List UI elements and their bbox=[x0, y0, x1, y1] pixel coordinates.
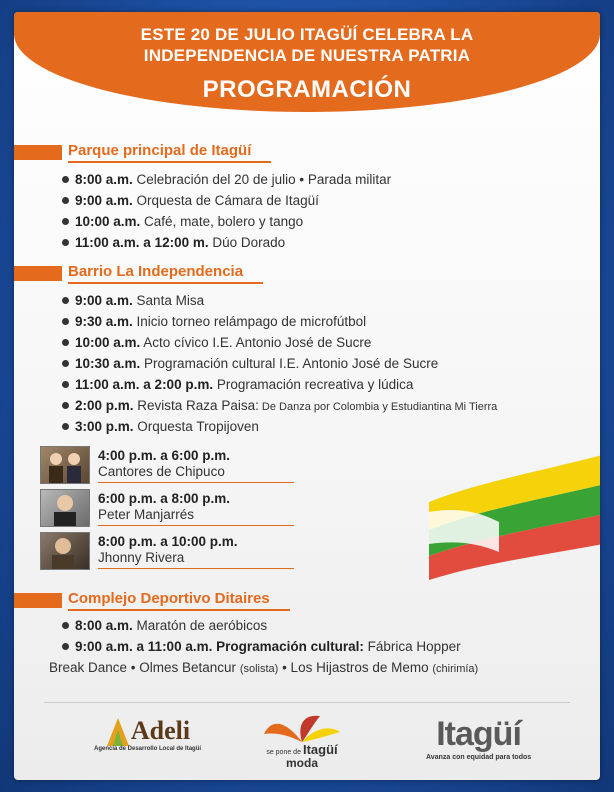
person-icon bbox=[41, 490, 89, 526]
artist-row bbox=[40, 489, 294, 527]
bullet-icon bbox=[62, 622, 69, 629]
adeli-leaf-icon bbox=[105, 716, 131, 746]
artist-time: 8:00 p.m. a 10:00 p.m. bbox=[98, 533, 238, 549]
section-parque-header bbox=[14, 142, 271, 162]
artist-name: Jhonny Rivera bbox=[98, 549, 185, 565]
flag-ribbon-icon bbox=[419, 452, 600, 582]
butterfly-icon bbox=[262, 712, 342, 746]
artist-info bbox=[98, 448, 294, 483]
itagui-wordmark: Itagüí bbox=[436, 715, 521, 753]
artist-photo bbox=[40, 489, 90, 527]
bullet-icon bbox=[62, 381, 69, 388]
list-item: 3:00 p.m. Orquesta Tropijoven bbox=[62, 416, 497, 437]
bullet-icon bbox=[62, 218, 69, 225]
person-icon bbox=[41, 533, 89, 569]
list-item: 10:30 a.m. Programación cultural I.E. Antonio José de Sucre bbox=[62, 353, 497, 374]
artist-time: 6:00 p.m. a 8:00 p.m. bbox=[98, 490, 231, 506]
section-barrio-header bbox=[14, 263, 263, 283]
list-item: 11:00 a.m. a 2:00 p.m. Programación recreativa y lúdica bbox=[62, 374, 497, 395]
list-item: 8:00 a.m. Maratón de aeróbicos bbox=[62, 615, 478, 636]
artist-info bbox=[98, 534, 294, 569]
artist-row bbox=[40, 446, 294, 484]
header-line-2: INDEPENDENCIA DE NUESTRA PATRIA bbox=[143, 46, 471, 65]
bullet-icon bbox=[62, 360, 69, 367]
moda-sub-1: se pone de bbox=[266, 749, 301, 756]
list-item: 2:00 p.m. Revista Raza Paisa: De Danza por Colombia y Estudiantina Mi Tierra bbox=[62, 395, 497, 416]
moda-wordmark: Itagüí bbox=[302, 742, 338, 757]
section-title: Complejo Deportivo Ditaires bbox=[68, 590, 290, 611]
complejo-schedule bbox=[49, 615, 479, 678]
adeli-logo bbox=[94, 716, 201, 752]
bullet-icon bbox=[62, 423, 69, 430]
person-icon bbox=[41, 447, 89, 483]
list-item: 9:00 a.m. Orquesta de Cámara de Itagüí bbox=[62, 190, 391, 211]
artist-row bbox=[40, 532, 294, 570]
bullet-icon bbox=[62, 339, 69, 346]
bullet-icon bbox=[62, 197, 69, 204]
artist-info bbox=[98, 491, 294, 526]
section-title: Parque principal de Itagüí bbox=[68, 142, 271, 163]
moda-sub-2: moda bbox=[285, 756, 318, 770]
section-marker bbox=[14, 593, 62, 608]
artist-name: Peter Manjarrés bbox=[98, 506, 195, 522]
bullet-icon bbox=[62, 318, 69, 325]
list-item: 9:00 a.m. Santa Misa bbox=[62, 290, 497, 311]
list-item: 11:00 a.m. a 12:00 m. Dúo Dorado bbox=[62, 232, 391, 253]
section-title: Barrio La Independencia bbox=[68, 263, 263, 284]
bullet-icon bbox=[62, 176, 69, 183]
bullet-icon bbox=[62, 239, 69, 246]
section-marker bbox=[14, 266, 62, 281]
section-marker bbox=[14, 145, 62, 160]
header bbox=[14, 24, 600, 104]
bullet-icon bbox=[62, 643, 69, 650]
parque-schedule bbox=[62, 169, 391, 253]
artist-photo bbox=[40, 446, 90, 484]
list-item-continuation: Break Dance • Olmes Betancur (solista) • Los Hijastros de Memo (chirimía) bbox=[49, 660, 479, 675]
moda-logo bbox=[262, 712, 342, 769]
artist-photo bbox=[40, 532, 90, 570]
adeli-wordmark: Adeli bbox=[130, 716, 191, 745]
page-title: PROGRAMACIÓN bbox=[202, 76, 412, 103]
itagui-logo bbox=[426, 716, 531, 761]
list-item: 10:00 a.m. Acto cívico I.E. Antonio José de Sucre bbox=[62, 332, 497, 353]
list-item: 10:00 a.m. Café, mate, bolero y tango bbox=[62, 211, 391, 232]
barrio-schedule bbox=[62, 290, 497, 437]
bullet-icon bbox=[62, 297, 69, 304]
artist-name: Cantores de Chipuco bbox=[98, 463, 225, 479]
artist-time: 4:00 p.m. a 6:00 p.m. bbox=[98, 447, 231, 463]
header-line-1: ESTE 20 DE JULIO ITAGÜÍ CELEBRA LA bbox=[140, 25, 474, 44]
bullet-icon bbox=[62, 402, 69, 409]
section-complejo-header bbox=[14, 590, 290, 610]
adeli-tagline: Agencia de Desarrollo Local de Itagüí bbox=[94, 746, 202, 752]
list-item: 9:00 a.m. a 11:00 a.m. Programación cultural: Fábrica Hopper bbox=[62, 636, 478, 657]
list-item: 9:30 a.m. Inicio torneo relámpago de microfútbol bbox=[62, 311, 497, 332]
list-item: 8:00 a.m. Celebración del 20 de julio • Parada militar bbox=[62, 169, 391, 190]
itagui-tagline: Avanza con equidad para todos bbox=[426, 754, 532, 761]
program-card bbox=[14, 12, 600, 780]
footer-divider bbox=[44, 702, 570, 703]
